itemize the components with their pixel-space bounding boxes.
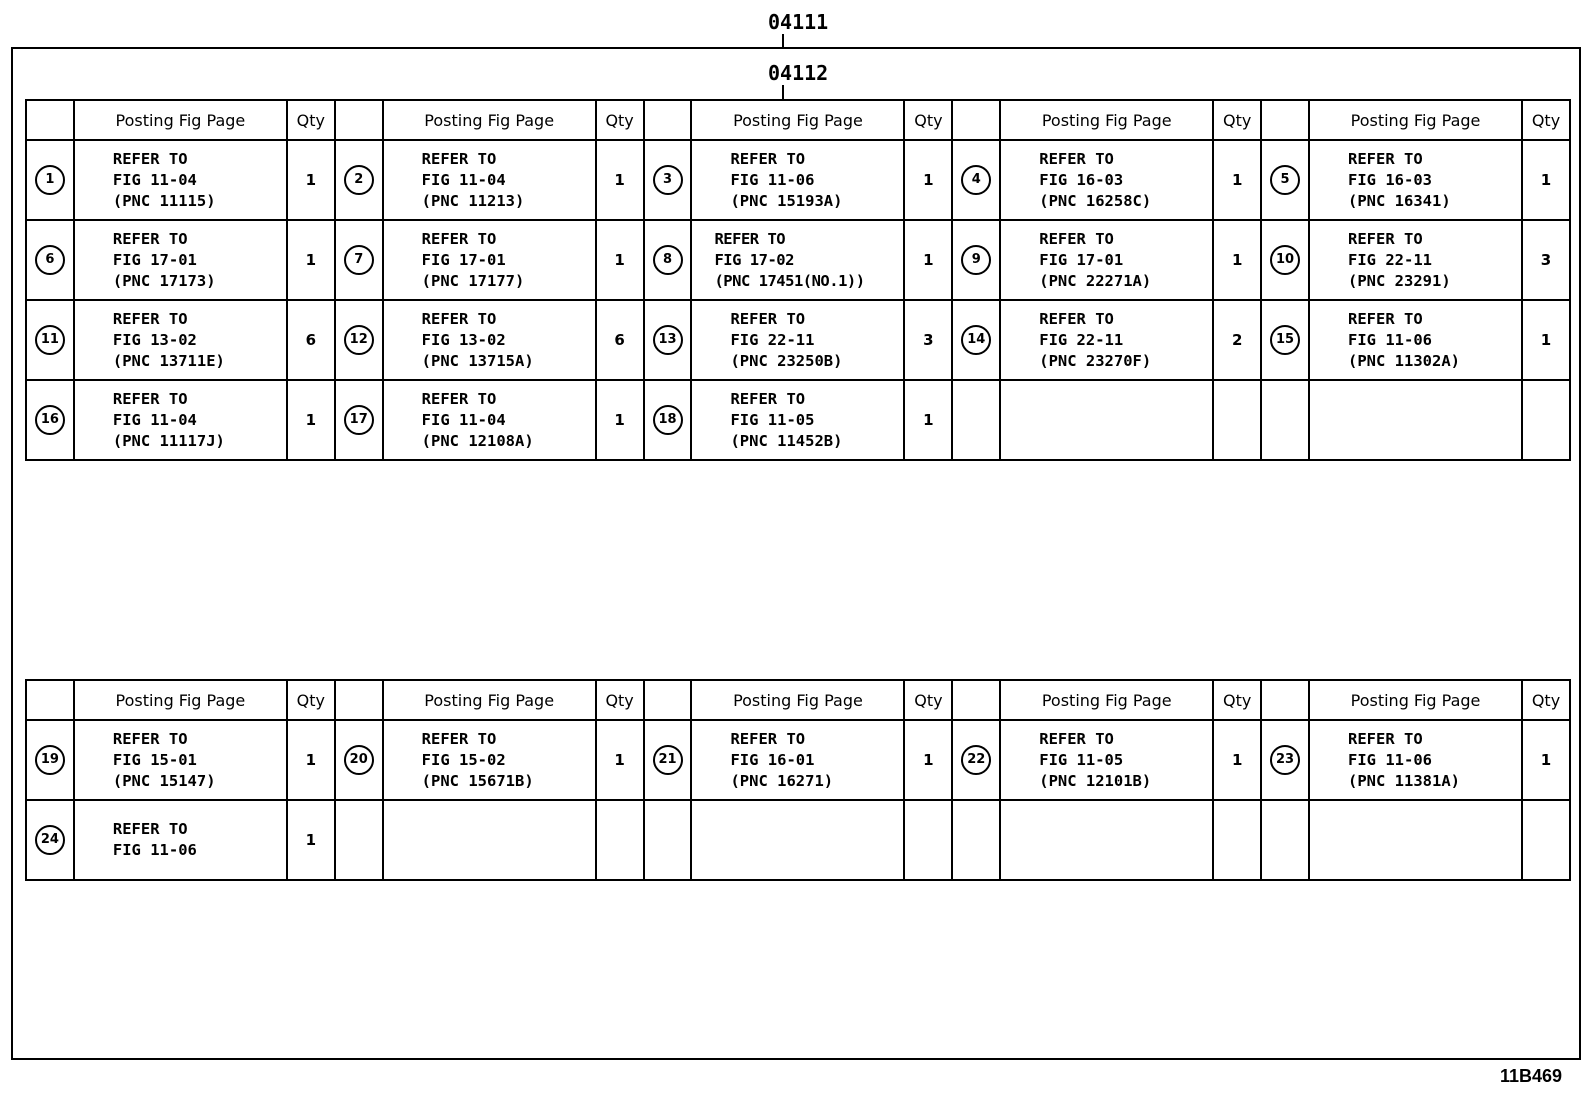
table-row [26,380,1570,460]
header-qty: Qty [596,100,644,140]
ref-number-cell [644,140,692,220]
posting-cell [383,300,596,380]
header-qty: Qty [596,680,644,720]
ref-number-cell [952,380,1000,460]
header-posting: Posting Fig Page [691,100,904,140]
posting-line: (PNC 15147) [112,771,216,790]
posting-line: REFER TO [421,729,497,748]
ref-number-cell [1261,220,1309,300]
ref-number-cell [952,140,1000,220]
ref-number-circle: 12 [344,325,374,355]
posting-line: (PNC 15671B) [421,771,534,790]
posting-cell [383,220,596,300]
table-row [26,300,1570,380]
leader-line-top [782,34,784,48]
ref-number-cell [644,380,692,460]
ref-number-cell [644,720,692,800]
ref-number-cell [1261,800,1309,880]
ref-number-circle: 21 [653,745,683,775]
posting-cell [1000,300,1213,380]
qty-cell: 2 [1213,300,1261,380]
qty-cell: 3 [904,300,952,380]
ref-number-cell [1261,140,1309,220]
ref-number-circle: 3 [653,165,683,195]
ref-number-circle: 20 [344,745,374,775]
header-row [26,100,1570,140]
ref-number-cell [644,300,692,380]
posting-cell [74,220,287,300]
posting-line: FIG 11-04 [112,170,197,189]
qty-cell: 1 [287,720,335,800]
posting-cell [74,140,287,220]
posting-line: FIG 11-06 [1348,750,1433,769]
posting-cell [1309,800,1522,880]
header-blank-cell [335,680,383,720]
qty-cell [596,800,644,880]
posting-line: (PNC 17177) [421,271,525,290]
posting-line: FIG 15-02 [421,750,506,769]
qty-cell [1522,800,1570,880]
posting-line: (PNC 16258C) [1039,191,1152,210]
ref-number-cell [1261,380,1309,460]
posting-cell [74,300,287,380]
qty-cell: 1 [1522,300,1570,380]
qty-cell: 3 [1522,220,1570,300]
ref-number-circle: 6 [35,245,65,275]
posting-cell [691,140,904,220]
header-posting: Posting Fig Page [691,680,904,720]
qty-cell: 1 [1213,720,1261,800]
ref-number-cell [952,720,1000,800]
posting-line: FIG 17-01 [112,250,197,269]
ref-number-circle: 19 [35,745,65,775]
header-qty: Qty [1522,100,1570,140]
posting-line: FIG 13-02 [421,330,506,349]
qty-cell: 1 [287,800,335,880]
posting-line: REFER TO [1348,229,1423,248]
ref-number-circle: 11 [35,325,65,355]
header-blank-cell [952,680,1000,720]
posting-line: REFER TO [421,309,497,328]
qty-cell: 1 [1213,140,1261,220]
ref-number-cell [335,380,383,460]
ref-number-cell [335,300,383,380]
posting-line: FIG 22-11 [730,330,815,349]
posting-line: REFER TO [1039,149,1114,168]
header-posting: Posting Fig Page [383,680,596,720]
posting-line: REFER TO [730,149,806,168]
qty-cell [1213,800,1261,880]
ref-number-circle: 18 [653,405,683,435]
posting-line: REFER TO [421,149,497,168]
posting-cell [1309,720,1522,800]
posting-cell [1000,380,1213,460]
ref-number-cell [644,800,692,880]
header-posting: Posting Fig Page [1000,100,1213,140]
posting-line: REFER TO [730,309,806,328]
posting-cell [383,140,596,220]
header-qty: Qty [904,680,952,720]
ref-number-cell [1261,300,1309,380]
posting-line: (PNC 17173) [112,271,216,290]
posting-line: FIG 16-03 [1348,170,1433,189]
ref-number-circle: 15 [1270,325,1300,355]
assembly-code-top: 04111 [768,10,829,34]
ref-number-circle: 13 [653,325,683,355]
posting-line: (PNC 23250B) [730,351,843,370]
posting-line: (PNC 11117J) [112,431,225,450]
ref-number-cell [1261,720,1309,800]
posting-cell [691,380,904,460]
posting-line: (PNC 13715A) [421,351,534,370]
posting-cell [1000,720,1213,800]
posting-cell [691,300,904,380]
posting-line: REFER TO [1039,729,1114,748]
posting-line: FIG 13-02 [112,330,197,349]
qty-cell: 1 [904,720,952,800]
posting-line: FIG 11-04 [421,170,506,189]
posting-line: (PNC 11213) [421,191,525,210]
ref-number-circle: 24 [35,825,65,855]
posting-line: FIG 15-01 [112,750,197,769]
posting-line: FIG 11-06 [112,841,197,859]
ref-number-cell [26,300,74,380]
header-qty: Qty [904,100,952,140]
ref-number-cell [26,380,74,460]
posting-line: (PNC 16271) [730,771,834,790]
posting-line: FIG 16-01 [730,750,815,769]
qty-cell [1213,380,1261,460]
header-posting: Posting Fig Page [383,100,596,140]
posting-cell [691,720,904,800]
table-row [26,720,1570,800]
posting-cell [1000,140,1213,220]
ref-number-cell [335,140,383,220]
ref-number-circle: 23 [1270,745,1300,775]
ref-number-cell [335,720,383,800]
qty-cell: 1 [287,380,335,460]
header-blank-cell [1261,680,1309,720]
posting-cell [383,380,596,460]
posting-cell [691,220,904,300]
ref-number-cell [26,720,74,800]
posting-line: FIG 11-06 [1348,330,1433,349]
qty-cell: 1 [596,720,644,800]
posting-line: FIG 11-06 [730,170,815,189]
qty-cell: 1 [596,220,644,300]
posting-cell [1000,800,1213,880]
header-qty: Qty [287,680,335,720]
posting-line: (PNC 12108A) [421,431,534,450]
ref-number-cell [952,220,1000,300]
posting-line: FIG 11-05 [1039,750,1124,769]
posting-cell [1309,300,1522,380]
qty-cell: 1 [596,380,644,460]
header-blank-cell [644,680,692,720]
posting-line: (PNC 11115) [112,191,216,210]
posting-line: REFER TO [112,309,188,328]
header-blank-cell [1261,100,1309,140]
ref-number-circle: 7 [344,245,374,275]
qty-cell: 1 [1522,720,1570,800]
header-posting: Posting Fig Page [1309,100,1522,140]
qty-cell: 1 [287,140,335,220]
ref-number-circle: 17 [344,405,374,435]
ref-number-circle: 9 [961,245,991,275]
posting-line: (PNC 11452B) [730,431,843,450]
table-row [26,220,1570,300]
header-posting: Posting Fig Page [74,680,287,720]
table-row [26,140,1570,220]
posting-line: (PNC 16341) [1348,191,1451,210]
posting-line: FIG 22-11 [1039,330,1124,349]
ref-number-cell [335,220,383,300]
posting-cell [74,380,287,460]
header-blank-cell [644,100,692,140]
qty-cell: 1 [1213,220,1261,300]
posting-cell [1309,220,1522,300]
qty-cell [904,800,952,880]
posting-line: REFER TO [714,229,786,248]
qty-cell: 1 [596,140,644,220]
header-posting: Posting Fig Page [1309,680,1522,720]
posting-line: FIG 22-11 [1348,250,1433,269]
posting-cell [74,800,287,880]
posting-line: REFER TO [730,729,806,748]
qty-cell: 6 [287,300,335,380]
posting-line: FIG 16-03 [1039,170,1124,189]
posting-line: FIG 11-04 [421,410,506,429]
leader-line-inner [782,85,784,99]
posting-line: FIG 11-04 [112,410,197,429]
ref-number-circle: 14 [961,325,991,355]
qty-cell: 1 [904,380,952,460]
table-row [26,800,1570,880]
ref-number-circle: 10 [1270,245,1300,275]
posting-cell [383,720,596,800]
header-posting: Posting Fig Page [74,100,287,140]
posting-cell [383,800,596,880]
ref-number-cell [26,220,74,300]
qty-cell: 1 [287,220,335,300]
ref-number-circle: 4 [961,165,991,195]
posting-line: (PNC 22271A) [1039,271,1152,290]
posting-line: (PNC 11381A) [1348,771,1460,790]
qty-cell: 1 [1522,140,1570,220]
ref-number-circle: 22 [961,745,991,775]
posting-line: REFER TO [112,820,188,838]
ref-number-cell [335,800,383,880]
ref-number-circle: 2 [344,165,374,195]
posting-line: REFER TO [730,389,806,408]
ref-number-circle: 16 [35,405,65,435]
posting-line: FIG 17-01 [421,250,506,269]
posting-line: REFER TO [112,389,188,408]
posting-line: REFER TO [1348,309,1423,328]
ref-number-cell [952,800,1000,880]
ref-number-circle: 1 [35,165,65,195]
posting-line: FIG 11-05 [730,410,815,429]
header-row [26,680,1570,720]
qty-cell: 1 [904,220,952,300]
posting-line: (PNC 23291) [1348,271,1451,290]
posting-line: (PNC 13711E) [112,351,225,370]
posting-line: (PNC 11302A) [1348,351,1460,370]
header-qty: Qty [287,100,335,140]
posting-line: REFER TO [1039,309,1114,328]
header-blank-cell [26,680,74,720]
qty-cell: 6 [596,300,644,380]
header-blank-cell [952,100,1000,140]
posting-line: (PNC 17451(NO.1)) [714,271,865,290]
posting-cell [1000,220,1213,300]
posting-table-1 [25,99,1571,461]
ref-number-circle: 5 [1270,165,1300,195]
posting-line: (PNC 12101B) [1039,771,1152,790]
posting-line: REFER TO [421,389,497,408]
qty-cell [1522,380,1570,460]
ref-number-cell [26,140,74,220]
posting-line: FIG 17-02 [714,250,794,269]
ref-number-circle: 8 [653,245,683,275]
posting-table-2 [25,679,1571,881]
posting-line: (PNC 23270F) [1039,351,1152,370]
posting-cell [1309,380,1522,460]
header-blank-cell [335,100,383,140]
header-qty: Qty [1522,680,1570,720]
posting-cell [691,800,904,880]
ref-number-cell [26,800,74,880]
posting-line: REFER TO [112,229,188,248]
ref-number-cell [952,300,1000,380]
ref-number-cell [644,220,692,300]
header-qty: Qty [1213,100,1261,140]
posting-line: REFER TO [112,729,188,748]
posting-line: REFER TO [1039,229,1114,248]
posting-line: REFER TO [112,149,188,168]
posting-line: REFER TO [421,229,497,248]
assembly-code-inner: 04112 [768,61,829,85]
posting-line: REFER TO [1348,149,1423,168]
posting-line: (PNC 15193A) [730,191,843,210]
header-posting: Posting Fig Page [1000,680,1213,720]
posting-line: FIG 17-01 [1039,250,1124,269]
header-blank-cell [26,100,74,140]
posting-cell [74,720,287,800]
header-qty: Qty [1213,680,1261,720]
posting-line: REFER TO [1348,729,1423,748]
illustration-code: 11B469 [1499,1066,1562,1086]
posting-cell [1309,140,1522,220]
qty-cell: 1 [904,140,952,220]
